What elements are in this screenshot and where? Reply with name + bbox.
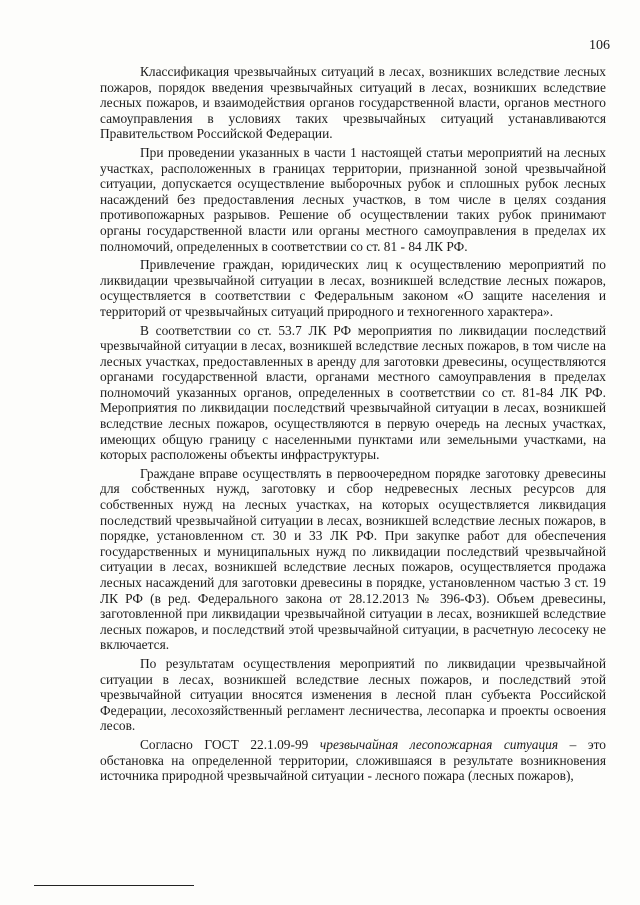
- paragraph-6: По результатам осуществления мероприятий по ликвидации чрезвычайной ситуации в лесах, возникшей вследствие лесных пожаров, и последствий этой чрезвычайной ситуации вносятся изменения в лесной план субъекта Российской Федерации, лесохозяйственный регламент лесничества, лесопарка и проекты освоения лесов.: [100, 655, 606, 734]
- paragraph-7: [100, 737, 606, 784]
- footnote-separator: [34, 885, 194, 886]
- paragraph-4: В соответствии со ст. 53.7 ЛК РФ мероприятия по ликвидации последствий чрезвычайной ситуации в лесах, возникшей вследствие лесных пожаров, в том числе на лесных участках, предоставленных в аренду для заготовки древесины, осуществляются органами государственной власти, органами местного самоуправления в пределах полномочий указанных органов, определенных в соответствии со ст. 81-84 ЛК РФ. Мероприятия по ликвидации последствий чрезвычайной ситуации в лесах, возникшей вследствие лесных пожаров, осуществляются в первую очередь на лесных участках, имеющих общую границу с населенными пунктами или земельными участками, на которых расположены объекты инфраструктуры.: [100, 322, 606, 463]
- body-text: [100, 64, 606, 787]
- paragraph-3: Привлечение граждан, юридических лиц к осуществлению мероприятий по ликвидации чрезвычайной ситуации в лесах, возникшей вследствие лесных пожаров, осуществляется в соответствии с Федеральным законом «О защите населения и территорий от чрезвычайных ситуаций природного и техногенного характера».: [100, 257, 606, 319]
- paragraph-5: Граждане вправе осуществлять в первоочередном порядке заготовку древесины для собственных нужд, заготовку и сбор недревесных лесных ресурсов для собственных нужд на лесных участках, на которых осуществляется ликвидация последствий чрезвычайной ситуации в лесах, возникшей вследствие лесных пожаров, в порядке, установленном ст. 30 и 33 ЛК РФ. При закупке работ для обеспечения государственных и муниципальных нужд по ликвидации последствий чрезвычайной ситуации в лесах, возникшей вследствие лесных пожаров, осуществляется продажа лесных насаждений для заготовки древесины в порядке, установленном частью 3 ст. 19 ЛК РФ (в ред. Федерального закона от 28.12.2013 № 396-ФЗ). Объем древесины, заготовленной при ликвидации чрезвычайной ситуации в лесах, возникшей вследствие лесных пожаров, и последствий этой чрезвычайной ситуации, в расчетную лесосеку не включается.: [100, 465, 606, 653]
- page-number: 106: [589, 38, 610, 53]
- defined-term: чрезвычайная лесопожарная ситуация: [319, 736, 559, 752]
- paragraph-2: При проведении указанных в части 1 настоящей статьи мероприятий на лесных участках, расположенных в границах территории, признанной зоной чрезвычайной ситуации, допускается осуществление выборочных рубок и сплошных рубок лесных насаждений без предоставления лесных участков, в том числе в целях создания противопожарных разрывов. Решение об осуществлении таких рубок принимают органы государственной власти или органы местного самоуправления в пределах их полномочий, определенных в соответствии со ст. 81 - 84 ЛК РФ.: [100, 144, 606, 254]
- definition-text: – это обстановка на определенной территории, сложившаяся в результате возникновения источника природной чрезвычайной ситуации - лесного пожара (лесных пожаров),: [100, 736, 606, 784]
- paragraph-1: Классификация чрезвычайных ситуаций в лесах, возникших вследствие лесных пожаров, порядок введения чрезвычайных ситуаций в лесах, возникших вследствие лесных пожаров, и взаимодействия органов государственной власти, органов местного самоуправления в условиях таких чрезвычайных ситуаций устанавливаются Правительством Российской Федерации.: [100, 64, 606, 142]
- gost-reference: Согласно ГОСТ 22.1.09-99: [140, 736, 320, 752]
